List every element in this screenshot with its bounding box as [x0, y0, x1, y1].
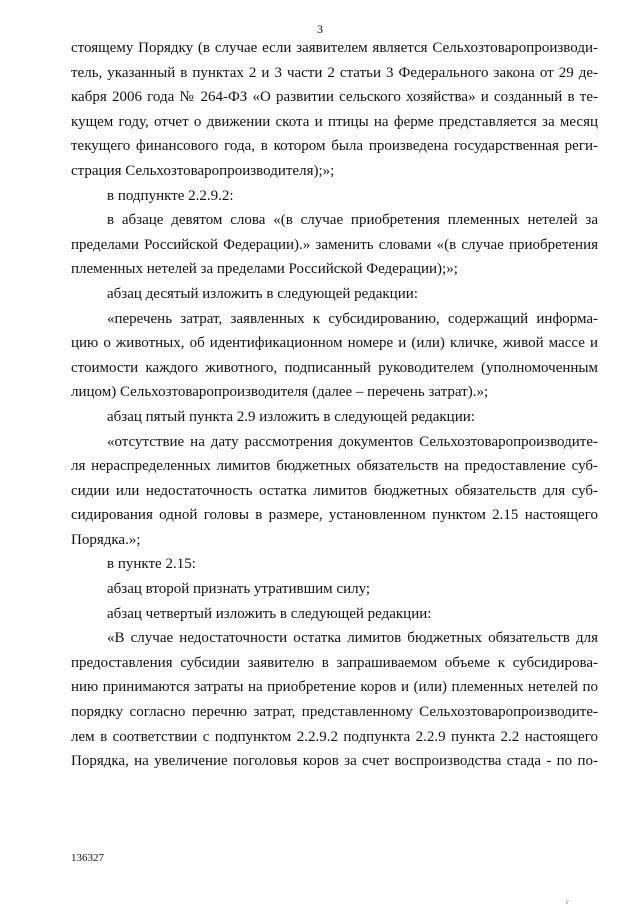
text-line: цию о животных, об идентификационном номере и (или) кличке, живой массе и — [71, 335, 598, 352]
text-line: «перечень затрат, заявленных к субсидированию, содержащий информа- — [107, 310, 598, 327]
text-line: «отсутствие на дату рассмотрения документов Сельхозтоваропроизводите- — [107, 433, 598, 450]
text-line: текущего финансового года, в котором была произведена государственная реги- — [71, 138, 598, 155]
text-line: абзац четвертый изложить в следующей редакции: — [107, 605, 432, 622]
page-number: 3 — [317, 22, 323, 36]
text-line: «В случае недостаточности остатка лимитов бюджетных обязательств для — [107, 630, 598, 647]
text-line: стоящему Порядку (в случае если заявителем является Сельхозтоваропроизводи- — [71, 40, 598, 56]
text-line: стоимости каждого животного, подписанный руководителем (уполномоченным — [71, 359, 598, 376]
text-line: лицом) Сельхозтоваропроизводителя (далее – перечень затрат).»; — [71, 384, 489, 401]
text-line: лем в соответствии с подпунктом 2.2.9.2 подпункта 2.2.9 пункта 2.2 настоящего — [71, 728, 598, 745]
text-line: нию принимаются затраты на приобретение коров и (или) племенных нетелей по — [71, 679, 598, 696]
text-line: страция Сельхозтоваропроизводителя);»; — [71, 162, 335, 179]
text-line: ля нераспределенных лимитов бюджетных обязательств на предоставление суб- — [71, 458, 598, 475]
document-body — [71, 36, 598, 774]
text-line: племенных нетелей за пределами Российской Федерации);»; — [71, 261, 458, 278]
text-line: в подпункте 2.2.9.2: — [107, 187, 234, 204]
text-line: в абзаце девятом слова «(в случае приобретения племенных нетелей за — [107, 212, 598, 229]
text-line: абзац пятый пункта 2.9 изложить в следующей редакции: — [107, 408, 475, 425]
document-footer-number: 136327 — [71, 852, 104, 864]
text-line: порядку согласно перечню затрат, представленному Сельхозтоваропроизводите- — [71, 704, 598, 721]
text-line: тель, указанный в пунктах 2 и 3 части 2 статьи 3 Федерального закона от 29 де- — [71, 64, 598, 81]
text-line: сидирования одной головы в размере, установленном пунктом 2.15 настоящего — [71, 507, 598, 524]
text-line: Порядка.»; — [71, 531, 141, 548]
text-line: Порядка, на увеличение поголовья коров за счет воспроизводства стада - по по- — [71, 753, 598, 770]
text-line: в пункте 2.15: — [107, 556, 196, 573]
text-line: кабря 2006 года № 264-ФЗ «О развитии сельского хозяйства» и созданный в те- — [71, 89, 598, 106]
text-line: кущем году, отчет о движении скота и птицы на ферме представляется за месяц — [71, 113, 598, 130]
text-line: пределами Российской Федерации).» заменить словами «(в случае приобретения — [71, 236, 598, 253]
text-line: сидии или недостаточность остатка лимитов бюджетных обязательств для суб- — [71, 482, 598, 499]
text-line: абзац десятый изложить в следующей редакции: — [107, 285, 418, 302]
text-line: абзац второй признать утратившим силу; — [107, 581, 371, 598]
page-mark: г — [566, 898, 569, 906]
text-line: предоставления субсидии заявителю в запрашиваемом объеме к субсидирова- — [71, 654, 598, 671]
